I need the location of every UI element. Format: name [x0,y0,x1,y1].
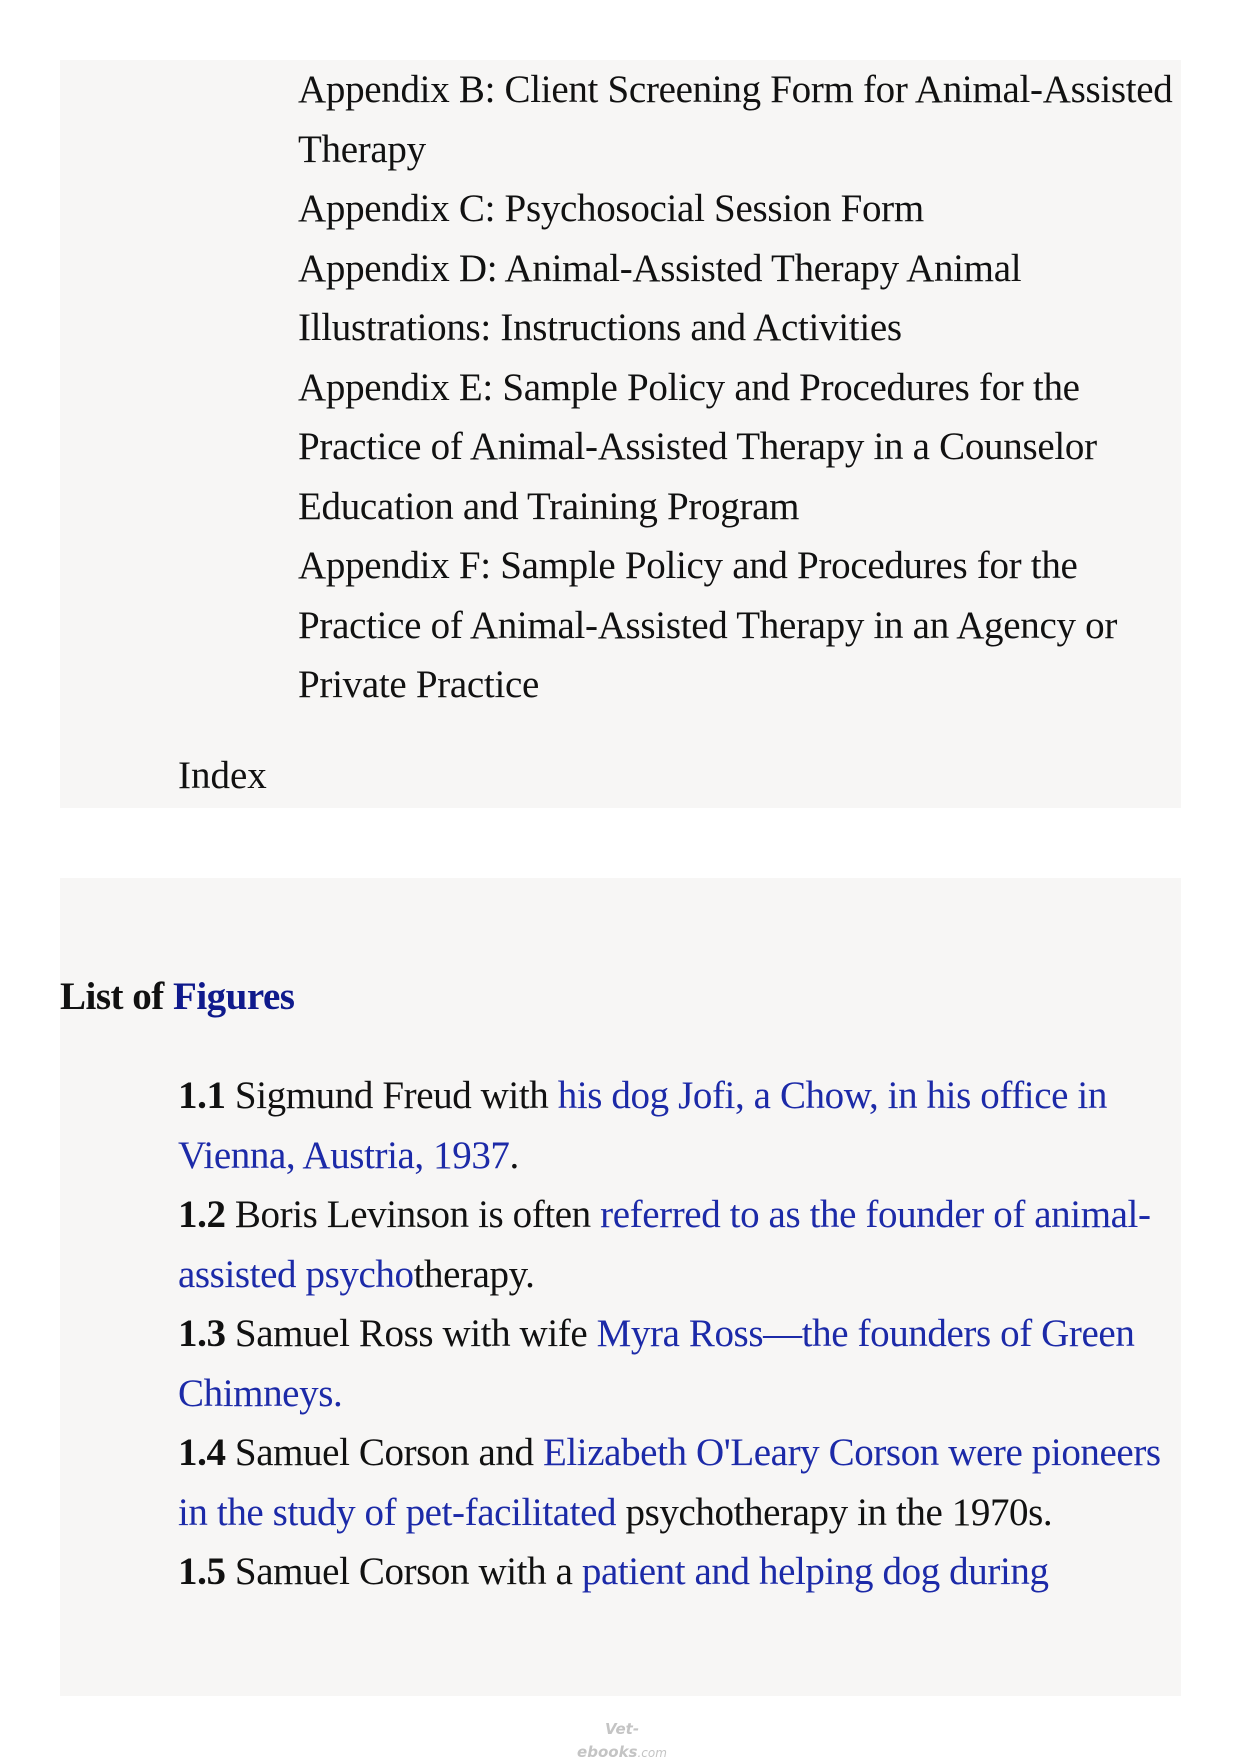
figure-number: 1.1 [178,1074,226,1117]
figure-caption-plain: Samuel Ross with wife [234,1312,588,1355]
watermark-suffix: .com [637,1746,667,1760]
watermark-logo [562,1718,682,1761]
figure-entry-1-5[interactable] [178,1542,1181,1602]
toc-entry-appendix-b[interactable]: Appendix B: Client Screening Form for Animal-Assisted Therapy [298,68,1173,171]
toc-entry-appendix-e[interactable]: Appendix E: Sample Policy and Procedures for the Practice of Animal-Assisted Therapy in a Counselor Education and Training Program [298,365,1097,528]
figure-caption-plain: Samuel Corson with a [234,1550,573,1593]
heading-prefix: List of [60,975,164,1018]
figure-caption-highlight: Elizabeth O'Leary Corson were pioneers in the study of pet-facilitated [178,1431,1161,1534]
figure-number: 1.4 [178,1431,226,1474]
toc-entry-index[interactable]: Index [178,754,267,797]
figure-number: 1.3 [178,1312,226,1355]
figure-caption-plain: Boris Levinson is often [234,1193,591,1236]
figure-number: 1.2 [178,1193,226,1236]
toc-entry-appendix-c[interactable]: Appendix C: Psychosocial Session Form [298,187,924,230]
figure-caption-end: psychotherapy in the 1970s. [625,1490,1053,1534]
heading-accent: Figures [173,975,295,1018]
list-of-figures-heading [60,967,294,1027]
figure-caption-highlight: his dog Jofi, a Chow, in his office in Vienna, Austria, 1937 [178,1074,1107,1177]
figure-entry-1-2[interactable] [178,1185,1181,1304]
figure-caption-plain: Samuel Corson and [234,1431,534,1474]
list-of-figures-panel [60,878,1181,1696]
toc-entry-appendix-f[interactable]: Appendix F: Sample Policy and Procedures for the Practice of Animal-Assisted Therapy in an Agency or Private Practice [298,544,1118,706]
figure-entry-1-1[interactable] [178,1066,1181,1185]
watermark-main: Vet-ebooks [577,1720,640,1761]
figure-entry-1-3[interactable] [178,1304,1181,1423]
figure-entry-1-4[interactable] [178,1423,1181,1542]
figure-caption-end: therapy. [413,1252,535,1296]
toc-entry-appendix-d[interactable]: Appendix D: Animal-Assisted Therapy Animal Illustrations: Instructions and Activities [298,246,1022,349]
figure-caption-highlight: Myra Ross—the founders of Green Chimneys. [178,1312,1135,1415]
figure-list [178,1066,1181,1602]
figure-caption-highlight: referred to as the founder of animal-assisted psycho [178,1193,1151,1296]
table-of-contents-panel [60,60,1181,808]
figure-number: 1.5 [178,1550,226,1593]
figure-caption-highlight: patient and helping dog during [581,1550,1049,1593]
appendix-list [298,60,1178,715]
figure-caption-plain: Sigmund Freud with [234,1074,549,1117]
figure-caption-end: . [509,1133,519,1177]
